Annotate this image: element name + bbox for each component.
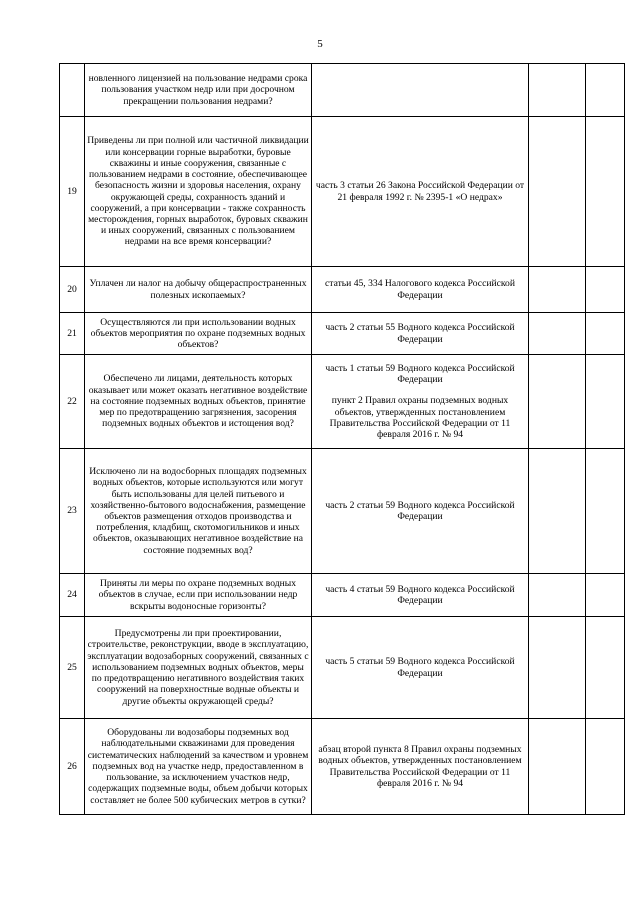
notes-cell[interactable]: [586, 355, 625, 449]
legal-reference: часть 4 статьи 59 Водного кодекса Российской Федерации: [325, 583, 515, 606]
question-cell: Обеспечено ли лицами, деятельность которых оказывает или может оказать негативное воздействие на состояние подземных водных объектов, принятие мер по предотвращению загрязнения, засорения подземных водных объектов и истощения вод?: [85, 355, 312, 449]
legal-reference: часть 2 статьи 59 Водного кодекса Российской Федерации: [325, 499, 515, 522]
notes-cell[interactable]: [586, 313, 625, 355]
table-row: [60, 355, 625, 449]
legal-reference: абзац второй пункта 8 Правил охраны подземных водных объектов, утвержденных постановлением Правительства Российской Федерации от 11 февраля 2016 г. № 94: [318, 744, 522, 789]
legal-reference: часть 2 статьи 55 Водного кодекса Российской Федерации: [325, 322, 515, 345]
question-cell: Приведены ли при полной или частичной ликвидации или консервации горные выработки, буровые скважины и иные сооружения, связанные с пользованием недрами в состояние, обеспечивающее безопасность жизни и здоровья населения, охрану окружающей среды, сохранность зданий и сооружений, а при консервации - также сохранность месторождения, горных выработок, буровых скважин и иных сооружений, связанных с пользованием недрами на все время консервации?: [85, 117, 312, 267]
legal-reference-cell: [312, 64, 529, 117]
answer-cell[interactable]: [529, 117, 586, 267]
legal-reference-cell: [312, 719, 529, 815]
table-row: [60, 117, 625, 267]
row-number: 23: [60, 449, 85, 574]
legal-reference: часть 1 статьи 59 Водного кодекса Российской Федерации: [325, 362, 515, 386]
answer-cell[interactable]: [529, 449, 586, 574]
table-row: [60, 313, 625, 355]
notes-cell[interactable]: [586, 64, 625, 117]
legal-reference-cell: [312, 313, 529, 355]
legal-reference: часть 3 статьи 26 Закона Российской Федерации от 21 февраля 1992 г. № 2395-1 «О недрах»: [315, 180, 525, 203]
table-row: [60, 267, 625, 313]
table-row: [60, 617, 625, 719]
question-cell: Исключено ли на водосборных площадях подземных водных объектов, которые используются или могут быть использованы для целей питьевого и хозяйственно-бытового водоснабжения, размещение объектов размещения отходов производства и потребления, кладбищ, скотомогильников и иных объектов, оказывающих негативное воздействие на состояние подземных вод?: [85, 449, 312, 574]
question-cell: Предусмотрены ли при проектировании, строительстве, реконструкции, вводе в эксплуатацию, эксплуатации водозаборных сооружений, связанных с использованием подземных водных объектов, меры по предотвращению негативного воздействия таких сооружений на поверхностные водные объекты и другие объекты окружающей среды?: [85, 617, 312, 719]
table-row: [60, 574, 625, 617]
question-cell: Уплачен ли налог на добычу общераспространенных полезных ископаемых?: [85, 267, 312, 313]
table-row: [60, 449, 625, 574]
notes-cell[interactable]: [586, 719, 625, 815]
answer-cell[interactable]: [529, 355, 586, 449]
table-row: [60, 64, 625, 117]
legal-reference-cell: [312, 355, 529, 449]
notes-cell[interactable]: [586, 617, 625, 719]
row-number: 21: [60, 313, 85, 355]
row-number: 25: [60, 617, 85, 719]
notes-cell[interactable]: [586, 449, 625, 574]
legal-reference-cell: [312, 449, 529, 574]
question-cell: новленного лицензией на пользование недрами срока пользования участком недр или при досрочном прекращении пользования недрами?: [85, 64, 312, 117]
row-number: [60, 64, 85, 117]
row-number: 22: [60, 355, 85, 449]
answer-cell[interactable]: [529, 313, 586, 355]
checklist-table: [59, 63, 625, 815]
answer-cell[interactable]: [529, 617, 586, 719]
row-number: 26: [60, 719, 85, 815]
answer-cell[interactable]: [529, 574, 586, 617]
page-number: 5: [317, 38, 323, 50]
legal-reference-cell: [312, 617, 529, 719]
legal-reference: часть 5 статьи 59 Водного кодекса Российской Федерации: [325, 656, 515, 679]
legal-reference-cell: [312, 117, 529, 267]
answer-cell[interactable]: [529, 64, 586, 117]
notes-cell[interactable]: [586, 117, 625, 267]
notes-cell[interactable]: [586, 267, 625, 313]
row-number: 24: [60, 574, 85, 617]
legal-reference-cell: [312, 267, 529, 313]
table-row: [60, 719, 625, 815]
answer-cell[interactable]: [529, 719, 586, 815]
legal-reference: пункт 2 Правил охраны подземных водных объектов, утвержденных постановлением Правительства Российской Федерации от 11 февраля 2016 г. № 94: [329, 395, 511, 440]
row-number: 19: [60, 117, 85, 267]
notes-cell[interactable]: [586, 574, 625, 617]
question-cell: Оборудованы ли водозаборы подземных вод наблюдательными скважинами для проведения систематических наблюдений за качеством и уровнем подземных вод на участке недр, предоставленном в пользование, за исключением участков недр, содержащих подземные воды, объем добычи которых составляет не более 500 кубических метров в сутки?: [85, 719, 312, 815]
legal-reference: статьи 45, 334 Налогового кодекса Российской Федерации: [325, 278, 515, 301]
row-number: 20: [60, 267, 85, 313]
answer-cell[interactable]: [529, 267, 586, 313]
legal-reference-cell: [312, 574, 529, 617]
question-cell: Приняты ли меры по охране подземных водных объектов в случае, если при использовании недр вскрыты водоносные горизонты?: [85, 574, 312, 617]
question-cell: Осуществляются ли при использовании водных объектов мероприятия по охране подземных водных объектов?: [85, 313, 312, 355]
